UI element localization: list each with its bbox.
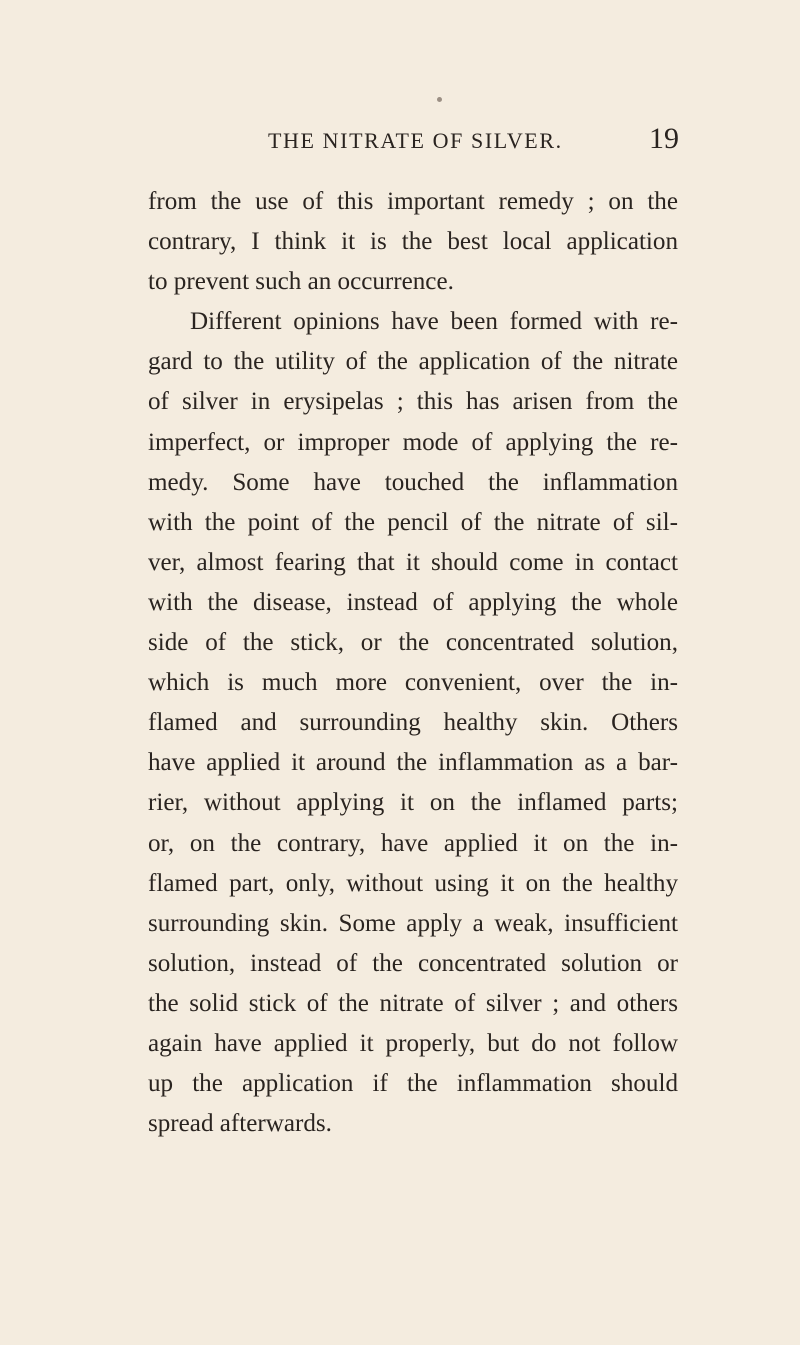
text-line: gard to the utility of the application of the nitrate [148,348,678,376]
body-text [148,182,678,1144]
text-line: solution, instead of the concentrated solution or [148,949,678,977]
text-line: up the application if the inflammation should [148,1070,678,1098]
text-line: with the disease, instead of applying the whole [148,588,678,616]
text-line: surrounding skin. Some apply a weak, insufficient [148,909,678,937]
running-title: THE NITRATE OF SILVER. [268,128,563,153]
text-line: have applied it around the inflammation as a bar- [148,749,678,777]
text-line: flamed part, only, without using it on the healthy [148,869,678,897]
text-line: with the point of the pencil of the nitrate of sil- [148,508,678,536]
text-line: again have applied it properly, but do not follow [148,1029,678,1057]
text-line: to prevent such an occurrence. [148,268,454,296]
text-line: the solid stick of the nitrate of silver ; and others [148,989,678,1017]
running-head [268,122,679,160]
text-line: of silver in erysipelas ; this has arisen from the [148,388,678,416]
text-line: rier, without applying it on the inflamed parts; [148,789,678,817]
page-number: 19 [649,122,679,155]
text-line: flamed and surrounding healthy skin. Others [148,709,678,737]
text-line: from the use of this important remedy ; on the [148,188,678,215]
text-line: imperfect, or improper mode of applying the re- [148,428,678,456]
text-line: side of the stick, or the concentrated solution, [148,629,678,657]
text-line: Different opinions have been formed with re- [190,308,678,336]
text-line: contrary, I think it is the best local application [148,228,678,256]
text-line: ver, almost fearing that it should come in contact [148,548,678,576]
text-line: spread afterwards. [148,1110,332,1138]
paper-speck [437,97,442,102]
text-line: medy. Some have touched the inflammation [148,468,678,496]
text-line: which is much more convenient, over the in- [148,669,678,697]
text-line: or, on the contrary, have applied it on the in- [148,829,678,857]
